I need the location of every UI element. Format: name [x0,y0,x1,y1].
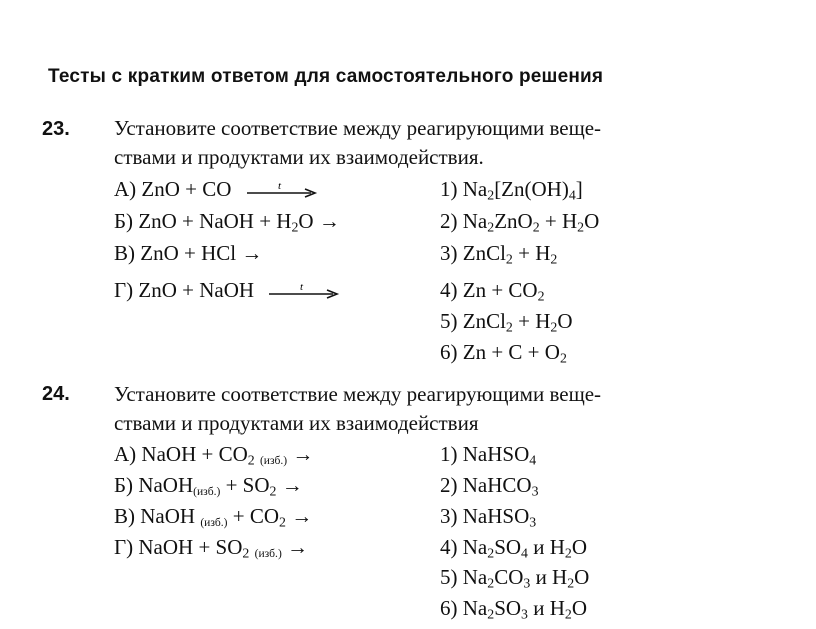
reagent-24-a: А) NaOH + $CO_2$ $_{(изб.)}$ → [114,442,314,468]
product-23-2: 2) $Na_2ZnO_2 + H_2O$ [440,209,600,235]
product-23-5: 5) ZnCl$_2$ + $H_2O$ [440,309,573,335]
heat-arrow-icon [245,180,319,202]
reagent-23-d: Г) ZnO + NaOH t [114,276,341,304]
product-23-1: 1) $Na_2[Zn(OH)_4]$ [440,177,583,203]
product-24-3: 3) NaHSO$_3$ [440,504,537,530]
svg-text:t: t [300,281,304,294]
product-23-4: 4) $Zn + CO_2$ [440,278,545,304]
question-23-prompt [114,114,794,172]
section-heading: Тесты с кратким ответом для самостоятельного решения [48,66,604,87]
product-24-4: 4) $Na_2SO_4$ и $H_2O$ [440,535,587,561]
product-24-5: 5) $Na_2CO_3$ и $H_2O$ [440,565,590,591]
product-23-3: 3) ZnCl$_2$ + $H_2$ [440,241,558,267]
reagent-23-a: А) ZnO + CO t [114,175,319,203]
question-number-23: 23. [42,118,70,140]
product-23-6: 6) $Zn + C + O_2$ [440,340,567,366]
reagent-24-c: В) NaOH $_{(изб.)} + CO_2$ → [114,504,313,530]
product-24-6: 6) $Na_2SO_3$ и $H_2O$ [440,596,587,622]
reagent-24-d: Г) NaOH + $SO_2$ $_{(изб.)}$ → [114,535,309,561]
question-number-24: 24. [42,383,70,405]
prompt-line: Установите соответствие между реагирующими веще- [114,382,602,406]
reagent-23-b: Б) ZnO + NaOH + $H_2O$ → [114,209,340,235]
heat-arrow-icon [267,281,341,303]
reagent-23-c: В) ZnO + HCl → [114,241,263,265]
question-24-prompt [114,380,794,438]
product-24-1: 1) NaHSO$_4$ [440,442,537,468]
product-24-2: 2) NaHCO$_3$ [440,473,539,499]
reagent-24-b: Б) NaOH$_{(изб.)}$ + $SO_2$ → [114,473,303,499]
prompt-line: ствами и продуктами их взаимодействия [114,411,479,435]
svg-text:t: t [277,180,281,193]
prompt-line: Установите соответствие между реагирующими веще- [114,116,602,140]
prompt-line: ствами и продуктами их взаимодействия. [114,145,484,169]
